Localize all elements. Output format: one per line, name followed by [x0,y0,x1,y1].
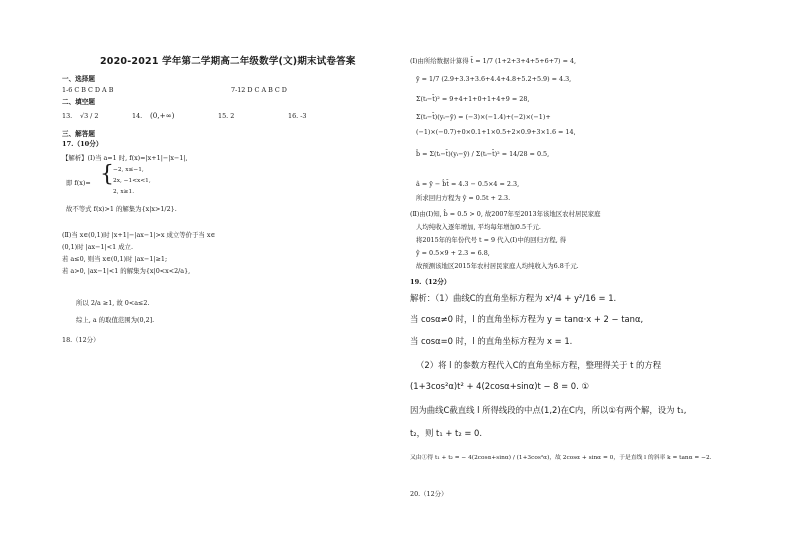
q20-heading: 20.（12分） [410,490,448,498]
q17-line-3: 故不等式 f(x)>1 的解集为{x|x>1/2}. [66,205,177,213]
q19-line-8: 又由①得 t₁ + t₂ = − 4(2cosα+sinα) / (1+3cos²α)，故 2cosα + sinα = 0，于是直线 l 的斜率 k = tanα = −2. [410,455,712,461]
q17-piecewise-label: 即 f(x)= [66,179,91,187]
q16-answer: 16. -3 [288,112,307,120]
q18-part1-line-1: (Ⅰ)由所给数据计算得 t̄ = 1/7 (1+2+3+4+5+6+7) = 4, [410,57,577,65]
q18-part2-line-5: 故预测该地区2015年农村居民家庭人均纯收入为6.8千元. [416,262,579,270]
piecewise-brace: { [100,162,114,187]
q17-line-7: 若 a>0, |ax−1|<1 的解集为{x|0<x<2/a}, [62,267,191,275]
q13-label: 13. [62,112,73,120]
q18-heading: 18.（12分） [62,336,100,344]
q17-line-4: (Ⅱ)当 x∈(0,1)时 |x+1|−|ax−1|>x 成立等价于当 x∈ [62,231,216,239]
q19-line-7: t₂，则 t₁ + t₂ = 0. [410,428,483,438]
q15-answer: 15. 2 [218,112,235,120]
q19-heading: 19.（12分） [410,278,451,286]
q18-part1-line-8: 所求回归方程为 ŷ = 0.5t + 2.3. [416,194,511,202]
q18-part1-line-4: Σ(tᵢ−t̄)(yᵢ−ȳ) = (−3)×(−1.4)+(−2)×(−1)+ [416,113,551,121]
piecewise-case-1: −2, x≤−1, [113,167,144,173]
page-title: 2020-2021 学年第二学期高二年级数学(文)期末试卷答案 [100,56,356,67]
piecewise-case-2: 2x, −1<x<1, [113,178,151,184]
section-solution-heading: 三、解答题 [62,130,95,138]
section-fill-heading: 二、填空题 [62,98,95,106]
q14-answer: (0,+∞) [150,111,175,120]
q19-line-4: （2）将 l 的参数方程代入C的直角坐标方程，整理得关于 t 的方程 [416,360,662,370]
q14-label: 14. [132,112,143,120]
q18-part1-line-6: b̂ = Σ(tᵢ−t̄)(yᵢ−ȳ) / Σ(tᵢ−t̄)² = 14/28 = 0.5, [416,150,550,158]
q18-part1-line-3: Σ(tᵢ−t̄)² = 9+4+1+0+1+4+9 = 28, [416,95,530,103]
q19-line-3: 当 cosα=0 时，l 的直角坐标方程为 x = 1. [410,336,573,346]
q18-part2-line-4: ŷ = 0.5×9 + 2.3 = 6.8, [416,249,490,257]
answers-7-12: 7-12 D C A B C D [231,86,287,94]
q19-line-6: 因为曲线C截直线 l 所得线段的中点(1,2)在C内，所以①有两个解，设为 t₁, [410,405,687,415]
q19-line-2: 当 cosα≠0 时，l 的直角坐标方程为 y = tanα·x + 2 − tanα, [410,314,644,324]
q17-line-5: (0,1)时 |ax−1|<1 成立. [62,243,133,251]
q18-part1-line-5: (−1)×(−0.7)+0×0.1+1×0.5+2×0.9+3×1.6 = 14, [416,128,576,136]
q17-line-8: 所以 2/a ≥1, 故 0<a≤2. [76,299,150,307]
q17-line-6: 若 a≤0, 则当 x∈(0,1)时 |ax−1|≥1; [62,255,168,263]
q19-line-1: 解析：（1）曲线C的直角坐标方程为 x²/4 + y²/16 = 1. [410,293,617,303]
q17-heading: 17.（10分） [62,140,103,148]
answers-1-6: 1-6 C B C D A B [62,86,114,94]
piecewise-case-3: 2, x≥1. [113,189,135,195]
q19-line-5: (1+3cos²α)t² + 4(2cosα+sinα)t − 8 = 0. ① [410,381,589,391]
section-choice-heading: 一、选择题 [62,75,95,83]
q17-line-9: 综上, a 的取值范围为(0,2]. [76,316,155,324]
q18-part1-line-7: â = ȳ − b̂t̄ = 4.3 − 0.5×4 = 2.3, [416,180,520,188]
q13-answer: √3 / 2 [80,112,99,120]
q18-part2-line-2: 人均纯收入逐年增加, 平均每年增加0.5千元. [416,223,541,231]
q18-part1-line-2: ȳ = 1/7 (2.9+3.3+3.6+4.4+4.8+5.2+5.9) = 4.3, [416,75,572,83]
q18-part2-line-1: (Ⅱ)由(Ⅰ)知, b̂ = 0.5 > 0, 故2007年至2013年该地区农村居民家庭 [410,210,601,218]
q17-line-1: 【解析】(Ⅰ)当 a=1 时, f(x)=|x+1|−|x−1|, [62,154,188,162]
q18-part2-line-3: 将2015年的年份代号 t = 9 代入(Ⅰ)中的回归方程, 得 [416,236,567,244]
